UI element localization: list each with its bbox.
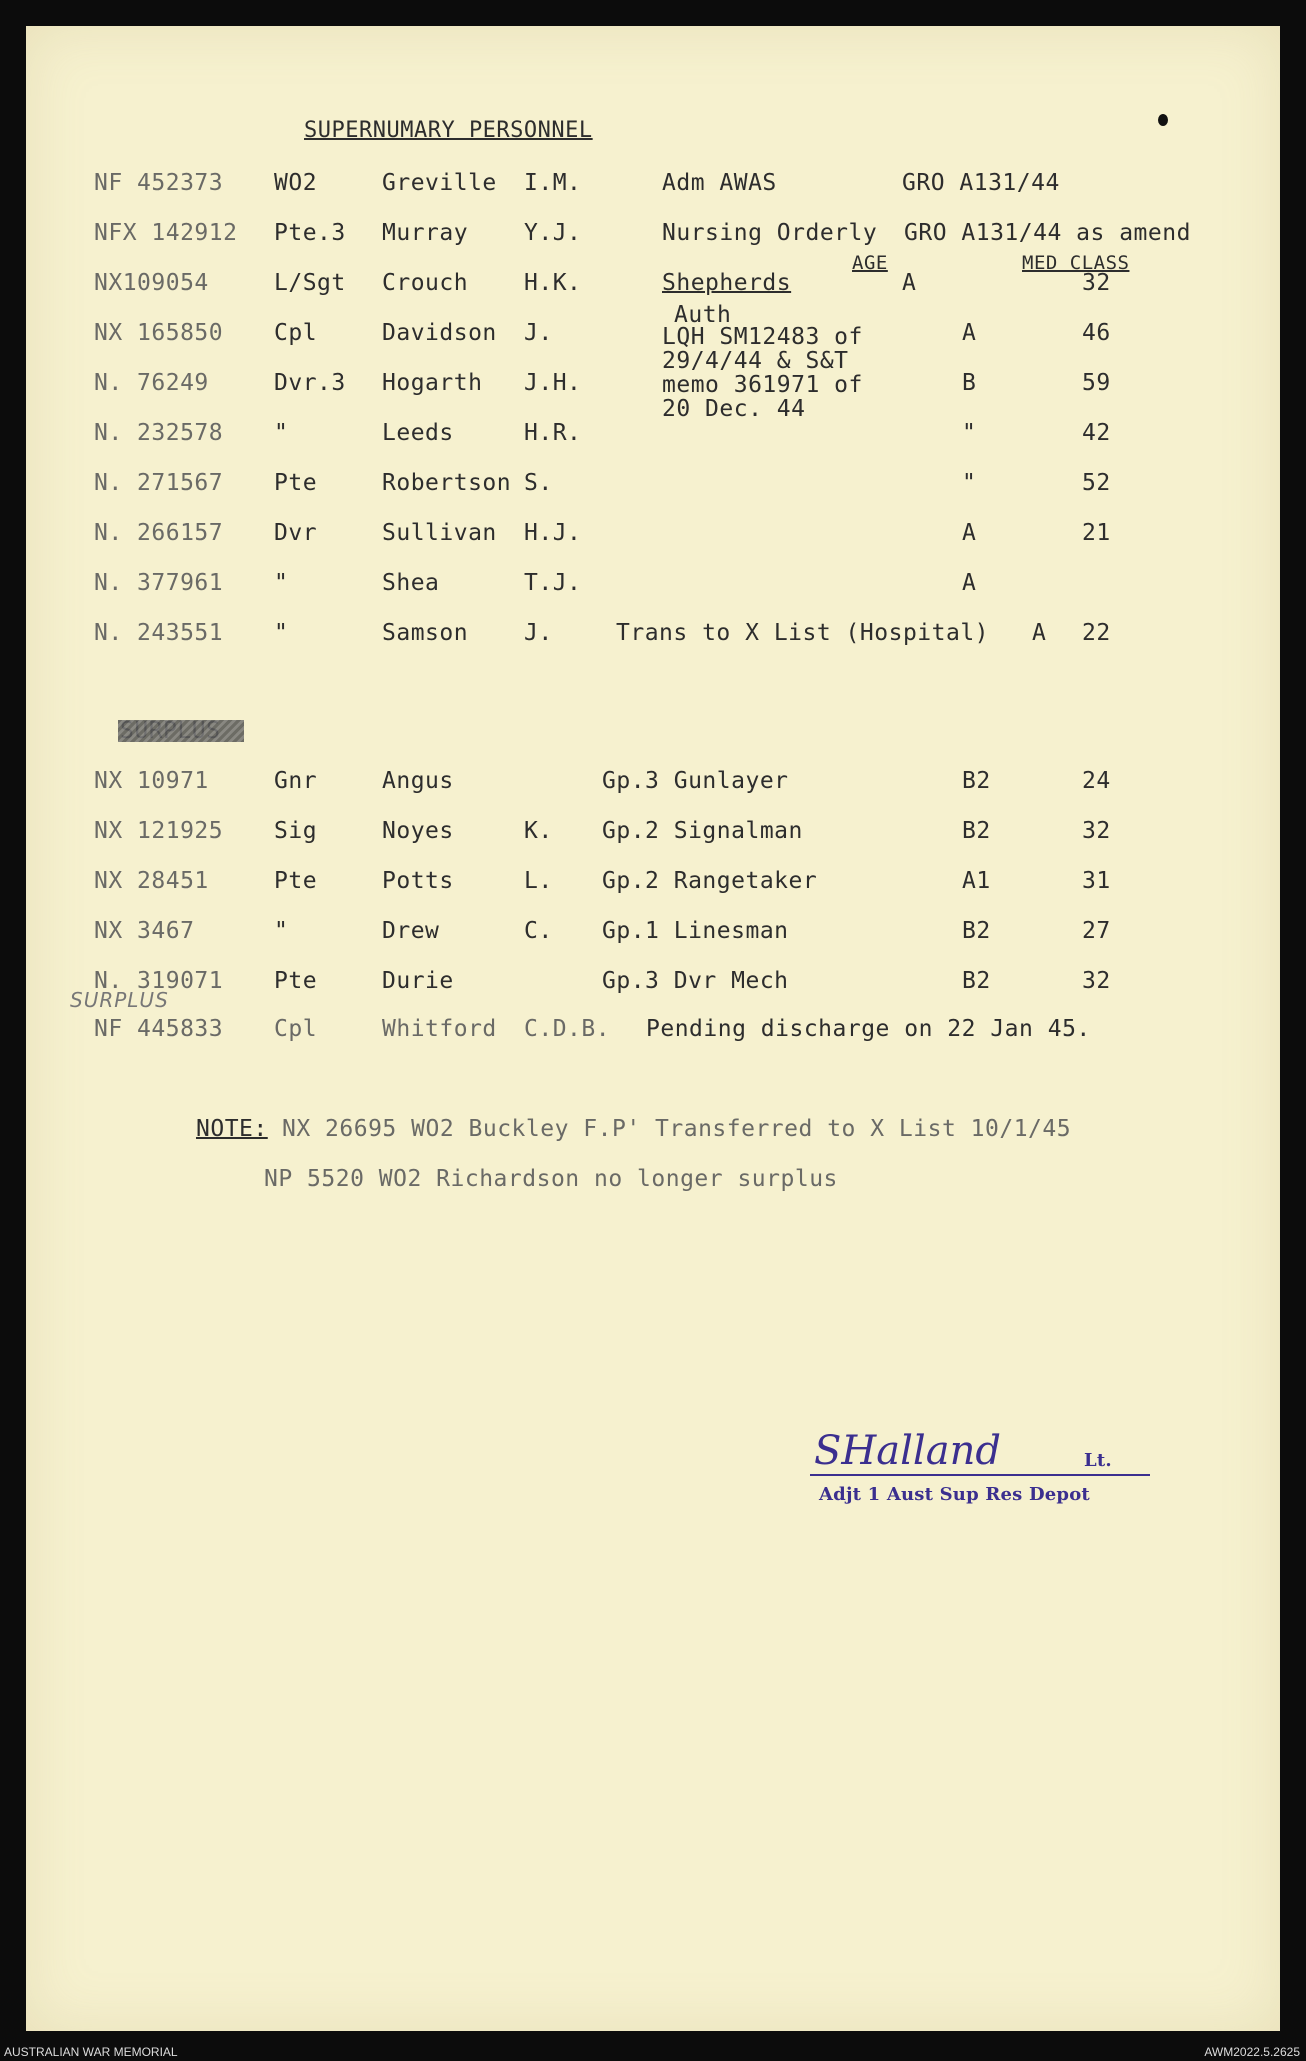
- cell-remark: Trans to X List (Hospital): [616, 620, 990, 646]
- cell-remark: Gp.3 Dvr Mech: [602, 968, 789, 994]
- cell-surname: Potts: [382, 868, 454, 894]
- footer-right: AWM2022.5.2625: [1204, 2045, 1300, 2059]
- cell-rank: Pte: [274, 868, 318, 894]
- cell-surname: Crouch: [382, 270, 469, 296]
- cell-age: 31: [1082, 868, 1111, 894]
- note-label: NOTE:: [196, 1116, 268, 1142]
- cell-initials: J.H.: [524, 370, 582, 396]
- document-page: [26, 26, 1280, 2031]
- cell-service-no: NX 10971: [94, 768, 209, 794]
- cell-rank: ": [274, 420, 289, 446]
- cell-remark: Pending discharge on 22 Jan 45.: [646, 1016, 1091, 1042]
- cell-rank: Pte.3: [274, 220, 346, 246]
- cell-service-no: N. 319071: [94, 968, 224, 994]
- cell-rank: Pte: [274, 968, 318, 994]
- cell-initials: H.R.: [524, 420, 582, 446]
- cell-med-class: 21: [1082, 520, 1111, 546]
- cell-med-class: B2: [962, 768, 991, 794]
- cell-med-class: 42: [1082, 420, 1111, 446]
- cell-age: A: [1032, 620, 1047, 646]
- cell-surname: Murray: [382, 220, 469, 246]
- cell-med-class: B2: [962, 818, 991, 844]
- cell-service-no: NX 165850: [94, 320, 224, 346]
- cell-service-no: NX109054: [94, 270, 209, 296]
- cell-service-no: N. 377961: [94, 570, 224, 596]
- cell-age: A: [902, 270, 917, 296]
- cell-initials: L.: [524, 868, 553, 894]
- cell-med-class: B2: [962, 918, 991, 944]
- cell-initials: H.K.: [524, 270, 582, 296]
- cell-surname: Drew: [382, 918, 440, 944]
- cell-surname: Durie: [382, 968, 454, 994]
- cell-remark: Gp.3 Gunlayer: [602, 768, 789, 794]
- cell-service-no: N. 76249: [94, 370, 209, 396]
- column-head-age: AGE: [852, 252, 888, 274]
- cell-age: ": [962, 420, 977, 446]
- strikeout-mark: [118, 720, 244, 742]
- cell-initials: T.J.: [524, 570, 582, 596]
- cell-age: A: [962, 520, 977, 546]
- cell-surname: Samson: [382, 620, 469, 646]
- cell-initials: I.M.: [524, 170, 582, 196]
- cell-service-no: NF 452373: [94, 170, 224, 196]
- cell-rank: ": [274, 570, 289, 596]
- cell-med-class: 52: [1082, 470, 1111, 496]
- auth-line: 29/4/44 & S&T: [662, 348, 849, 374]
- unit-stamp: Adjt 1 Aust Sup Res Depot: [819, 1484, 1090, 1505]
- handwritten-signature: SHalland: [814, 1428, 1001, 1474]
- cell-service-no: N. 266157: [94, 520, 224, 546]
- column-head-med-class: MED CLASS: [1022, 252, 1130, 274]
- cell-service-no: N. 271567: [94, 470, 224, 496]
- cell-service-no: NFX 142912: [94, 220, 238, 246]
- cell-rank: Sig: [274, 818, 318, 844]
- cell-initials: J.: [524, 620, 553, 646]
- cell-rank: ": [274, 918, 289, 944]
- cell-rank: L/Sgt: [274, 270, 346, 296]
- cell-surname: Leeds: [382, 420, 454, 446]
- cell-med-class: 59: [1082, 370, 1111, 396]
- cell-reference: GRO A131/44 as amend: [904, 220, 1191, 246]
- cell-med-class: 46: [1082, 320, 1111, 346]
- cell-remark: Gp.1 Linesman: [602, 918, 789, 944]
- cell-service-no: NX 28451: [94, 868, 209, 894]
- auth-line: LQH SM12483 of: [662, 324, 863, 350]
- cell-initials: Y.J.: [524, 220, 582, 246]
- cell-med-class: A1: [962, 868, 991, 894]
- cell-remark: Shepherds: [662, 270, 792, 296]
- cell-med-class: 22: [1082, 620, 1111, 646]
- cell-rank: Dvr.3: [274, 370, 346, 396]
- cell-initials: K.: [524, 818, 553, 844]
- cell-rank: Pte: [274, 470, 318, 496]
- cell-initials: S.: [524, 470, 553, 496]
- cell-initials: C.: [524, 918, 553, 944]
- cell-remark: Nursing Orderly: [662, 220, 878, 246]
- cell-service-no: NX 121925: [94, 818, 224, 844]
- cell-med-class: B2: [962, 968, 991, 994]
- auth-line: memo 361971 of: [662, 372, 863, 398]
- cell-service-no: NF 445833: [94, 1016, 224, 1042]
- cell-surname: Davidson: [382, 320, 497, 346]
- footer-left: AUSTRALIAN WAR MEMORIAL: [4, 2045, 178, 2059]
- cell-age: 32: [1082, 968, 1111, 994]
- cell-surname: Whitford: [382, 1016, 497, 1042]
- cell-surname: Hogarth: [382, 370, 483, 396]
- cell-rank: WO2: [274, 170, 318, 196]
- cell-initials: C.D.B.: [524, 1016, 611, 1042]
- cell-surname: Greville: [382, 170, 497, 196]
- cell-remark: Gp.2 Rangetaker: [602, 868, 818, 894]
- cell-surname: Sullivan: [382, 520, 497, 546]
- cell-service-no: N. 243551: [94, 620, 224, 646]
- cell-age: ": [962, 470, 977, 496]
- note-line: NX 26695 WO2 Buckley F.P' Transferred to X List 10/1/45: [282, 1116, 1072, 1142]
- auth-line: Auth: [674, 302, 732, 328]
- cell-surname: Noyes: [382, 818, 454, 844]
- cell-med-class: 32: [1082, 270, 1111, 296]
- note-line: NP 5520 WO2 Richardson no longer surplus: [264, 1166, 838, 1192]
- page-heading: SUPERNUMARY PERSONNEL: [304, 118, 593, 143]
- cell-initials: J.: [524, 320, 553, 346]
- cell-rank: Cpl: [274, 1016, 318, 1042]
- cell-surname: Angus: [382, 768, 454, 794]
- cell-rank: Gnr: [274, 768, 318, 794]
- cell-service-no: NX 3467: [94, 918, 195, 944]
- cell-surname: Robertson: [382, 470, 512, 496]
- ink-mark: [1158, 114, 1168, 126]
- cell-age: A: [962, 570, 977, 596]
- signature-underline: [810, 1474, 1150, 1476]
- cell-age: 27: [1082, 918, 1111, 944]
- cell-age: B: [962, 370, 977, 396]
- cell-service-no: N. 232578: [94, 420, 224, 446]
- cell-age: 24: [1082, 768, 1111, 794]
- cell-age: A: [962, 320, 977, 346]
- cell-rank: Dvr: [274, 520, 318, 546]
- cell-remark: Gp.2 Signalman: [602, 818, 803, 844]
- cell-age: 32: [1082, 818, 1111, 844]
- cell-remark: Adm AWAS: [662, 170, 777, 196]
- signature-rank: Lt.: [1084, 1450, 1112, 1471]
- auth-line: 20 Dec. 44: [662, 396, 806, 422]
- cell-rank: Cpl: [274, 320, 318, 346]
- cell-rank: ": [274, 620, 289, 646]
- cell-initials: H.J.: [524, 520, 582, 546]
- cell-surname: Shea: [382, 570, 440, 596]
- pencil-annotation: SURPLUS: [70, 988, 169, 1012]
- cell-reference: GRO A131/44: [902, 170, 1060, 196]
